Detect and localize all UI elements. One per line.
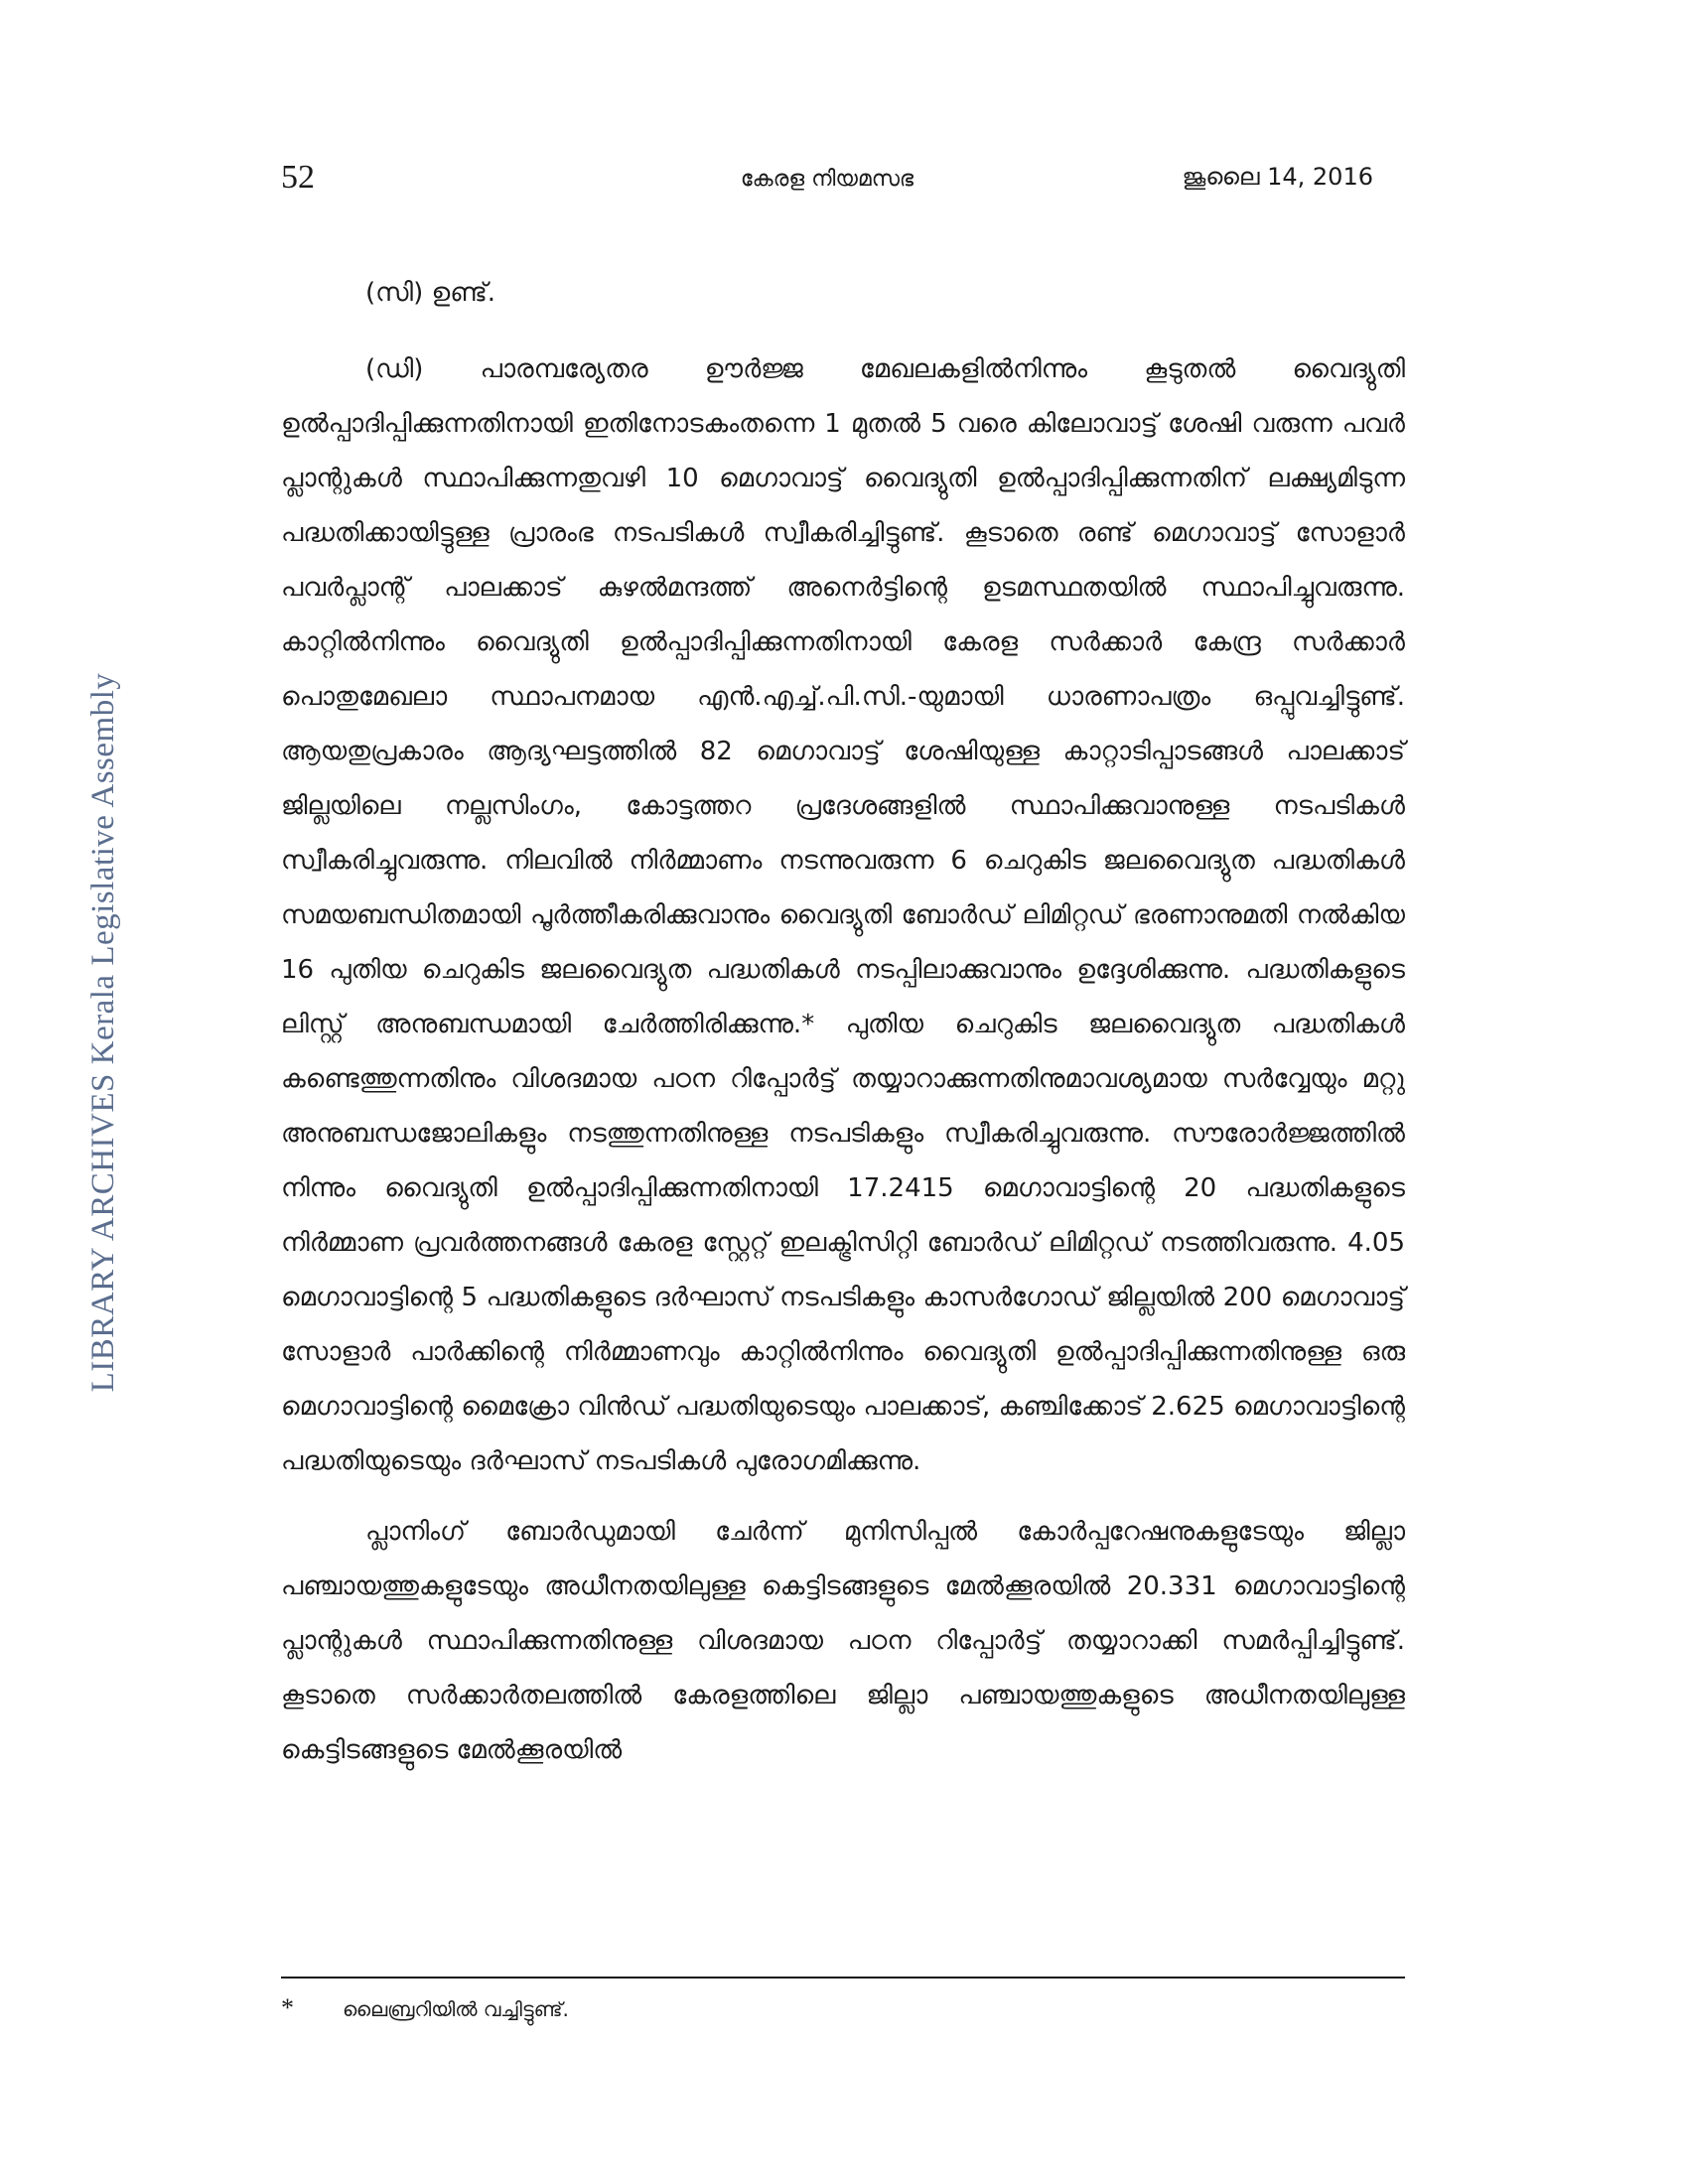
footnote-text: ലൈബ്രറിയിൽ വച്ചിട്ടുണ്ട്. bbox=[343, 1997, 569, 2021]
footnote bbox=[281, 1993, 1405, 2023]
page-header bbox=[281, 159, 1373, 208]
library-archives-watermark: LIBRARY ARCHIVES Kerala Legislative Assembly bbox=[85, 672, 121, 1393]
document-body bbox=[281, 266, 1405, 1778]
document-title: കേരള നിയമസഭ bbox=[740, 167, 914, 192]
body-paragraph: പ്ലാനിംഗ് ബോർഡുമായി ചേർന്ന് മുനിസിപ്പൽ കോർപ്പറേഷനുകളുടേയും ജില്ലാ പഞ്ചായത്തുകളുടേയും അധീനതയിലുള്ള കെട്ടിടങ്ങളുടെ മേൽക്കൂരയിൽ 20.331 മെഗാവാട്ടിന്റെ പ്ലാന്റുകൾ സ്ഥാപിക്കുന്നതിനുള്ള വിശദമായ പഠന റിപ്പോർട്ട് തയ്യാറാക്കി സമർപ്പിച്ചിട്ടുണ്ട്. കൂടാതെ സർക്കാർതലത്തിൽ കേരളത്തിലെ ജില്ലാ പഞ്ചായത്തുകളുടെ അധീനതയിലുള്ള കെട്ടിടങ്ങളുടെ മേൽക്കൂരയിൽ bbox=[281, 1517, 1405, 1765]
answer-paragraph-c: (സി) ഉണ്ട്. bbox=[365, 278, 496, 308]
document-date: ജൂലൈ 14, 2016 bbox=[1182, 163, 1373, 191]
footnote-marker: * bbox=[281, 1993, 294, 2022]
page-number: 52 bbox=[281, 159, 315, 196]
footnote-divider bbox=[281, 1977, 1405, 1979]
answer-paragraph-d: (ഡി) പാരമ്പര്യേതര ഊർജ്ജ മേഖലകളിൽനിന്നും കൂടുതൽ വൈദ്യുതി ഉൽപ്പാദിപ്പിക്കുന്നതിനായി ഇതിനോടകംതന്നെ 1 മുതൽ 5 വരെ കിലോവാട്ട് ശേഷി വരുന്ന പവർ പ്ലാന്റുകൾ സ്ഥാപിക്കുന്നതുവഴി 10 മെഗാവാട്ട് വൈദ്യുതി ഉൽപ്പാദിപ്പിക്കുന്നതിന് ലക്ഷ്യമിടുന്ന പദ്ധതിക്കായിട്ടുള്ള പ്രാരംഭ നടപടികൾ സ്വീകരിച്ചിട്ടുണ്ട്. കൂടാതെ രണ്ട് മെഗാവാട്ട് സോളാർ പവർപ്ലാന്റ് പാലക്കാട് കുഴൽമന്ദത്ത് അനെർട്ടിന്റെ ഉടമസ്ഥതയിൽ സ്ഥാപിച്ചുവരുന്നു. കാറ്റിൽനിന്നും വൈദ്യുതി ഉൽപ്പാദിപ്പിക്കുന്നതിനായി കേരള സർക്കാർ കേന്ദ്ര സർക്കാർ പൊതുമേഖലാ സ്ഥാപനമായ എൻ.എച്ച്.പി.സി.-യുമായി ധാരണാപത്രം ഒപ്പുവച്ചിട്ടുണ്ട്. ആയതുപ്രകാരം ആദ്യഘട്ടത്തിൽ 82 മെഗാവാട്ട് ശേഷിയുള്ള കാറ്റാടിപ്പാടങ്ങൾ പാലക്കാട് ജില്ലയിലെ നല്ലസിംഗം, കോട്ടത്തറ പ്രദേശങ്ങളിൽ സ്ഥാപിക്കുവാനുള്ള നടപടികൾ സ്വീകരിച്ചുവരുന്നു. നിലവിൽ നിർമ്മാണം നടന്നുവരുന്ന 6 ചെറുകിട ജലവൈദ്യുത പദ്ധതികൾ സമയബന്ധിതമായി പൂർത്തീകരിക്കുവാനും വൈദ്യുതി ബോർഡ് ലിമിറ്റഡ് ഭരണാനുമതി നൽകിയ 16 പുതിയ ചെറുകിട ജലവൈദ്യുത പദ്ധതികൾ നടപ്പിലാക്കുവാനും ഉദ്ദേശിക്കുന്നു. പദ്ധതികളുടെ ലിസ്റ്റ് അനുബന്ധമായി ചേർത്തിരിക്കുന്നു.* പുതിയ ചെറുകിട ജലവൈദ്യുത പദ്ധതികൾ കണ്ടെത്തുന്നതിനും വിശദമായ പഠന റിപ്പോർട്ട് തയ്യാറാക്കുന്നതിനുമാവശ്യമായ സർവ്വേയും മറ്റു അനുബന്ധജോലികളും നടത്തുന്നതിനുള്ള നടപടികളും സ്വീകരിച്ചുവരുന്നു. സൗരോർജ്ജത്തിൽ നിന്നും വൈദ്യുതി ഉൽപ്പാദിപ്പിക്കുന്നതിനായി 17.2415 മെഗാവാട്ടിന്റെ 20 പദ്ധതികളുടെ നിർമ്മാണ പ്രവർത്തനങ്ങൾ കേരള സ്റ്റേറ്റ് ഇലക്ട്രിസിറ്റി ബോർഡ് ലിമിറ്റഡ് നടത്തിവരുന്നു. 4.05 മെഗാവാട്ടിന്റെ 5 പദ്ധതികളുടെ ദർഘാസ് നടപടികളും കാസർഗോഡ് ജില്ലയിൽ 200 മെഗാവാട്ട് സോളാർ പാർക്കിന്റെ നിർമ്മാണവും കാറ്റിൽനിന്നും വൈദ്യുതി ഉൽപ്പാദിപ്പിക്കുന്നതിനുള്ള ഒരു മെഗാവാട്ടിന്റെ മൈക്രോ വിൻഡ് പദ്ധതിയുടെയും പാലക്കാട്, കഞ്ചിക്കോട് 2.625 മെഗാവാട്ടിന്റെ പദ്ധതിയുടെയും ദർഘാസ് നടപടികൾ പുരോഗമിക്കുന്നു. bbox=[281, 354, 1405, 1476]
